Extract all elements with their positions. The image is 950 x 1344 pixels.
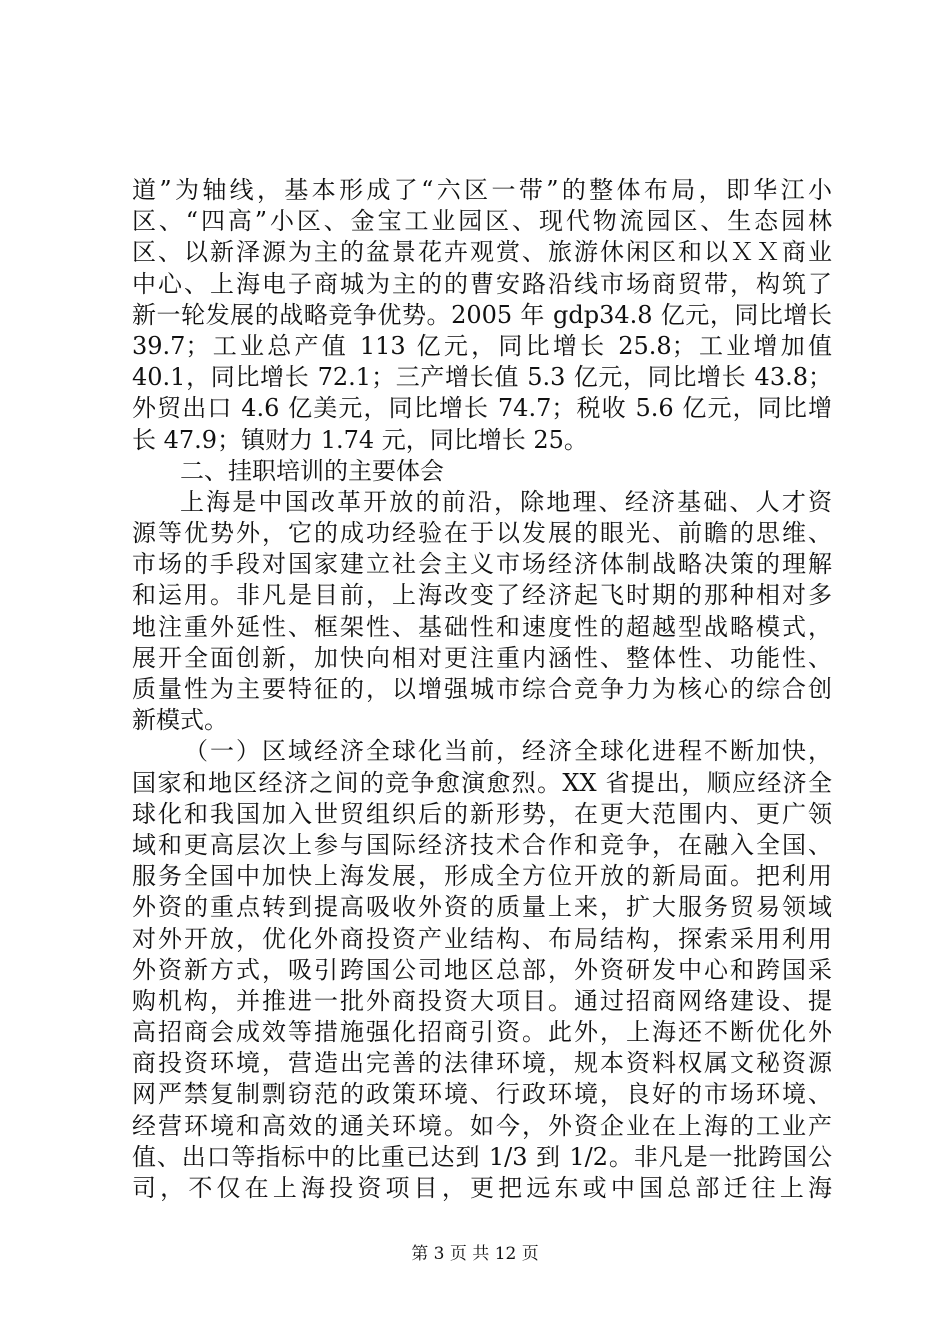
text-line: 外资的重点转到提高吸收外资的质量上来，扩大服务贸易领域 bbox=[132, 893, 832, 922]
text-line: 外贸出口 4.6 亿美元，同比增长 74.7；税收 5.6 亿元，同比增 bbox=[132, 394, 832, 423]
text-line: 质量性为主要特征的，以增强城市综合竞争力为核心的综合创 bbox=[132, 675, 832, 703]
text-line: 地注重外延性、框架性、基础性和速度性的超越型战略模式， bbox=[132, 612, 832, 641]
text-line: 新一轮发展的战略竞争优势。2005 年 gdp34.8 亿元，同比增长 bbox=[132, 300, 832, 329]
text-line: 商投资环境，营造出完善的法律环境，规本资料权属文秘资源 bbox=[132, 1049, 832, 1078]
text-line: 服务全国中加快上海发展，形成全方位开放的新局面。把利用 bbox=[132, 862, 832, 891]
text-line: 对外开放，优化外商投资产业结构、布局结构，探索采用利用 bbox=[132, 924, 832, 953]
text-line: （一）区域经济全球化当前，经济全球化进程不断加快， bbox=[184, 737, 832, 766]
text-line: 区、以新泽源为主的盆景花卉观赏、旅游休闲区和以ＸＸ商业 bbox=[132, 238, 832, 267]
text-line: 域和更高层次上参与国际经济技术合作和竞争，在融入全国、 bbox=[132, 830, 832, 859]
text-line: 国家和地区经济之间的竞争愈演愈烈。XX 省提出，顺应经济全 bbox=[132, 768, 832, 797]
text-line: 中心、上海电子商城为主的的曹安路沿线市场商贸带，构筑了 bbox=[132, 269, 832, 298]
text-line: 道”为轴线，基本形成了“六区一带”的整体布局，即华江小 bbox=[132, 176, 832, 204]
text-line: 值、出口等指标中的比重已达到 1/3 到 1/2。非凡是一批跨国公 bbox=[132, 1142, 832, 1171]
text-line: 高招商会成效等措施强化招商引资。此外，上海还不断优化外 bbox=[132, 1018, 832, 1047]
text-line: 和运用。非凡是目前，上海改变了经济起飞时期的那种相对多 bbox=[132, 581, 832, 610]
text-line: 司，不仅在上海投资项目，更把远东或中国总部迁往上海 bbox=[132, 1174, 832, 1202]
text-line: 40.1，同比增长 72.1；三产增长值 5.3 亿元，同比增长 43.8； bbox=[132, 363, 832, 392]
text-line: 长 47.9；镇财力 1.74 元，同比增长 25。 bbox=[132, 425, 588, 454]
document-body bbox=[132, 175, 832, 1204]
text-line: 球化和我国加入世贸组织后的新形势，在更大范围内、更广领 bbox=[132, 799, 832, 828]
text-line: 二、挂职培训的主要体会 bbox=[180, 456, 444, 485]
text-line: 网严禁复制剽窃范的政策环境、行政环境，良好的市场环境、 bbox=[132, 1080, 832, 1109]
page-number-footer: 第 3 页 共 12 页 bbox=[411, 1244, 539, 1264]
text-line: 经营环境和高效的通关环境。如今，外资企业在上海的工业产 bbox=[132, 1111, 832, 1140]
text-line: 39.7；工业总产值 113 亿元，同比增长 25.8；工业增加值 bbox=[132, 331, 832, 360]
text-line: 上海是中国改革开放的前沿，除地理、经济基础、人才资 bbox=[180, 487, 832, 516]
text-line: 市场的手段对国家建立社会主义市场经济体制战略决策的理解 bbox=[132, 550, 832, 579]
text-line: 新模式。 bbox=[132, 706, 228, 735]
text-line: 购机构，并推进一批外商投资大项目。通过招商网络建设、提 bbox=[132, 986, 832, 1015]
text-line: 展开全面创新，加快向相对更注重内涵性、整体性、功能性、 bbox=[132, 643, 832, 672]
text-line: 源等优势外，它的成功经验在于以发展的眼光、前瞻的思维、 bbox=[132, 519, 832, 548]
text-line: 外资新方式，吸引跨国公司地区总部，外资研发中心和跨国采 bbox=[132, 955, 832, 984]
text-line: 区、“四高”小区、金宝工业园区、现代物流园区、生态园林 bbox=[132, 207, 832, 236]
